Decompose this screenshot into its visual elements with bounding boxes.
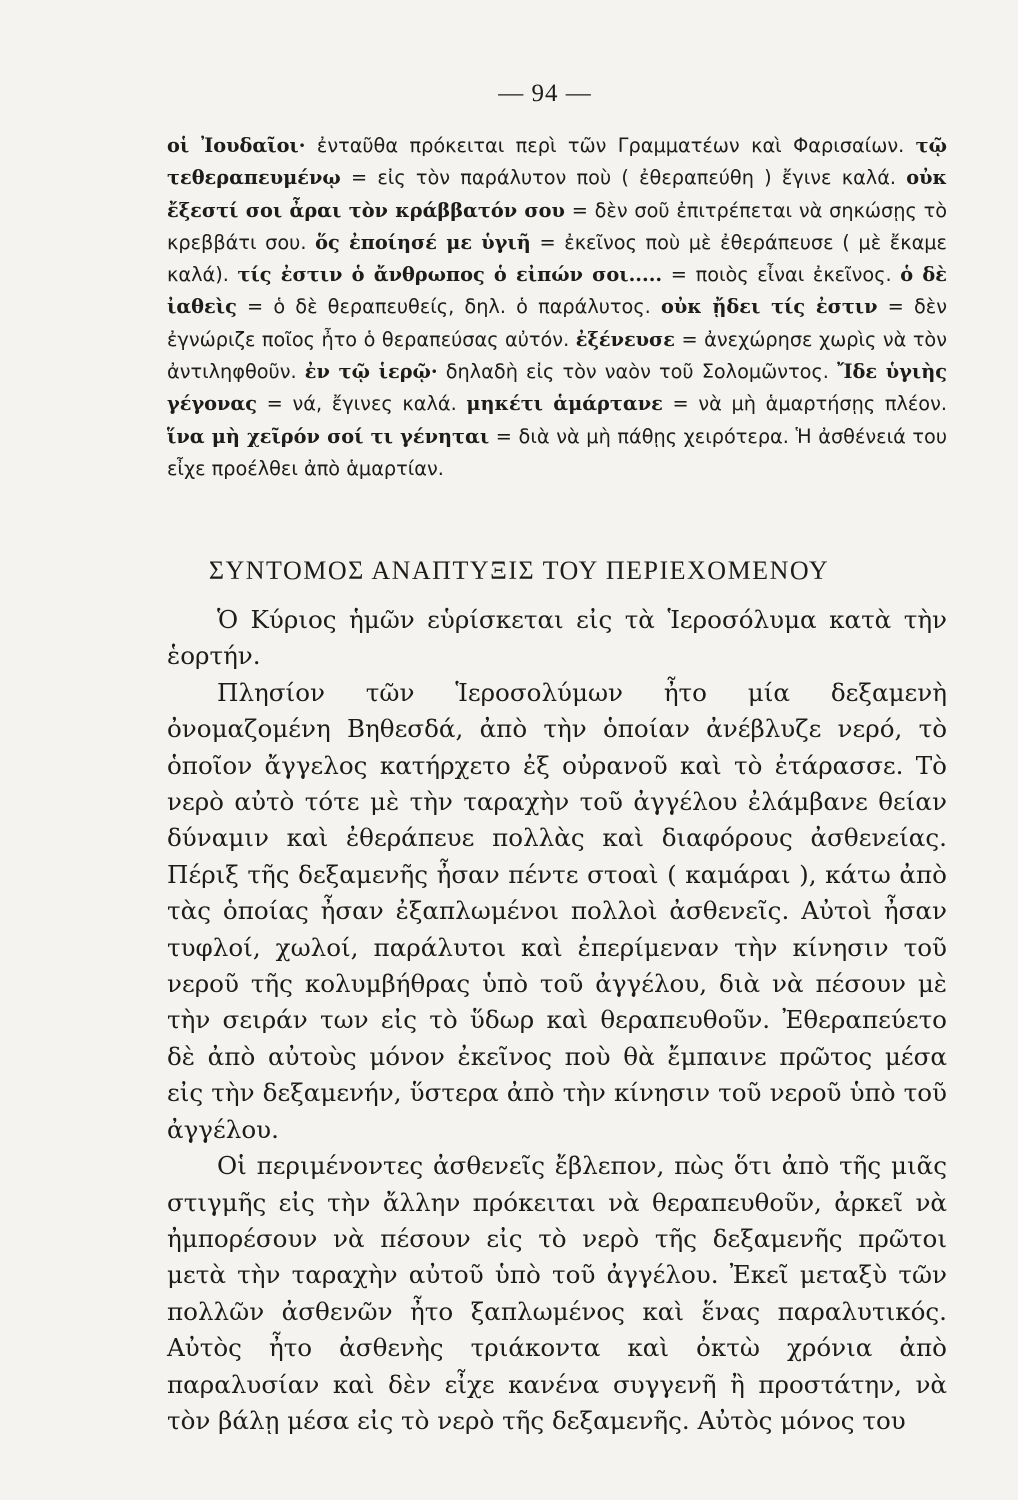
note-gloss: = ὁ δὲ θεραπευθείς, δηλ. ὁ παράλυτος. xyxy=(236,295,661,319)
section-title: ΣΥΝΤΟΜΟΣ ΑΝΑΠΤΥΞΙΣ ΤΟΥ ΠΕΡΙΕΧΟΜΕΝΟΥ xyxy=(208,556,830,585)
note-term: μηκέτι ἁμάρτανε xyxy=(466,392,663,416)
note-gloss: ἐνταῦθα πρόκειται περὶ τῶν Γραμματέων καὶ Φαρισαίων. xyxy=(305,134,916,157)
note-term: ἐν τῷ ἱερῷ· xyxy=(304,360,438,384)
note-term: Ἴδε ὑγιὴς γέγονας xyxy=(167,360,947,416)
paragraph: Ὁ Κύριος ἡμῶν εὑρίσκεται εἰς τὰ Ἱεροσόλυμα κατὰ τὴν ἑορτήν. xyxy=(167,605,947,671)
note-gloss: δηλαδὴ εἰς τὸν ναὸν τοῦ Σολομῶντος. xyxy=(437,360,838,384)
note-term: οὐκ ἔξεστί σοι ἆραι τὸν κράββατόν σου xyxy=(167,166,947,222)
note-term: οὐκ ᾔδει τίς ἐστιν xyxy=(660,295,878,319)
note-term: οἱ Ἰουδαῖοι· xyxy=(167,134,306,157)
note-term: ὅς ἐποίησέ με ὑγιῆ xyxy=(315,230,531,254)
paragraph: Οἱ περιμένοντες ἀσθενεῖς ἔβλεπον, πὼς ὅτι ἀπὸ τῆς μιᾶς στιγμῆς εἰς τὴν ἄλλην πρόκειται νὰ θεραπευθοῦν, ἀρκεῖ νὰ ἠμπορέσουν νὰ πέσουν εἰς τὸ νερὸ τῆς δεξαμενῆς πρῶτοι μετὰ τὴν ταραχὴν αὐτοῦ ὑπὸ τοῦ ἀγγέλου. Ἐκεῖ μεταξὺ τῶν πολλῶν ἀσθενῶν ἦτο ξαπλωμένος καὶ ἕνας παραλυτικός. Αὐτὸς ἦτο ἀσθενὴς τριάκοντα καὶ ὀκτὼ χρόνια ἀπὸ παραλυσίαν καὶ δὲν εἶχε κανένα συγγενῆ ἢ προστάτην, νὰ τὸν βάλῃ μέσα εἰς τὸ νερὸ τῆς δεξαμενῆς. Αὐτὸς μόνος του xyxy=(167,1151,947,1435)
note-gloss: = νά, ἔγινες καλά. xyxy=(257,392,467,416)
paragraph: Πλησίον τῶν Ἱεροσολύμων ἦτο μία δεξαμενὴ ὀνομαζομένη Βηθεσδά, ἀπὸ τὴν ὁποίαν ἀνέβλυζε νερό, τὸ ὁποῖον ἄγγελος κατήρχετο ἐξ οὐρανοῦ καὶ τὸ ἐτάρασσε. Τὸ νερὸ αὐτὸ τότε μὲ τὴν ταραχὴν τοῦ ἀγγέλου ἐλάμβανε θείαν δύναμιν καὶ ἐθεράπευε πολλὰς καὶ διαφόρους ἀσθενείας. Πέριξ τῆς δεξαμενῆς ἦσαν πέντε στοαὶ ( καμάραι ), κάτω ἀπὸ τὰς ὁποίας ἦσαν ἐξαπλωμένοι πολλοὶ ἀσθενεῖς. Αὐτοὶ ἦσαν τυφλοί, χωλοί, παράλυτοι καὶ ἐπερίμεναν τὴν κίνησιν τοῦ νεροῦ τῆς κολυμβήθρας ὑπὸ τοῦ ἀγγέλου, διὰ νὰ πέσουν μὲ τὴν σειράν των εἰς τὸ ὕδωρ καὶ θεραπευθοῦν. Ἐθεραπεύετο δὲ ἀπὸ αὐτοὺς μόνον ἐκεῖνος ποὺ θὰ ἔμπαινε πρῶτος μέσα εἰς τὴν δεξαμενήν, ὕστερα ἀπὸ τὴν κίνησιν τοῦ νεροῦ ὑπὸ τοῦ ἀγγέλου. xyxy=(167,677,947,1144)
note-gloss: = δὲν ἐγνώριζε ποῖος ἦτο ὁ θεραπεύσας αὐτόν. xyxy=(167,295,948,351)
note-gloss: = δὲν σοῦ ἐπιτρέπεται νὰ σηκώσῃς τὸ κρεββάτι σου. xyxy=(167,198,948,254)
glossary-notes xyxy=(167,130,947,485)
note-term: ἵνα μὴ χεῖρόν σοί τι γένηται xyxy=(167,424,490,448)
page-number: — 94 — xyxy=(498,80,592,107)
note-term: τῷ τεθεραπευμένῳ xyxy=(167,134,947,190)
note-gloss: = ποιὸς εἶναι ἐκεῖνος. xyxy=(662,263,901,287)
note-gloss: = διὰ νὰ μὴ πάθῃς χειρότερα. Ἡ ἀσθένειά του εἶχε προέλθει ἀπὸ ἁμαρτίαν. xyxy=(167,424,947,480)
note-gloss: = εἰς τὸν παράλυτον ποὺ ( ἐθεραπεύθη ) ἔγινε καλά. xyxy=(340,166,907,190)
note-gloss: = νὰ μὴ ἁμαρτήσῃς πλέον. xyxy=(662,392,947,416)
note-term: τίς ἐστιν ὁ ἄνθρωπος ὁ εἰπών σοι..... xyxy=(237,263,663,287)
note-gloss: = ἐκεῖνος ποὺ μὲ ἐθεράπευσε ( μὲ ἔκαμε καλά). xyxy=(167,230,947,287)
note-term: ἐξένευσε xyxy=(575,327,675,351)
note-gloss: = ἀνεχώρησε χωρὶς νὰ τὸν ἀντιληφθοῦν. xyxy=(167,327,948,384)
note-term: ὁ δὲ ἰαθεὶς xyxy=(167,263,947,319)
body-text xyxy=(167,602,947,1439)
